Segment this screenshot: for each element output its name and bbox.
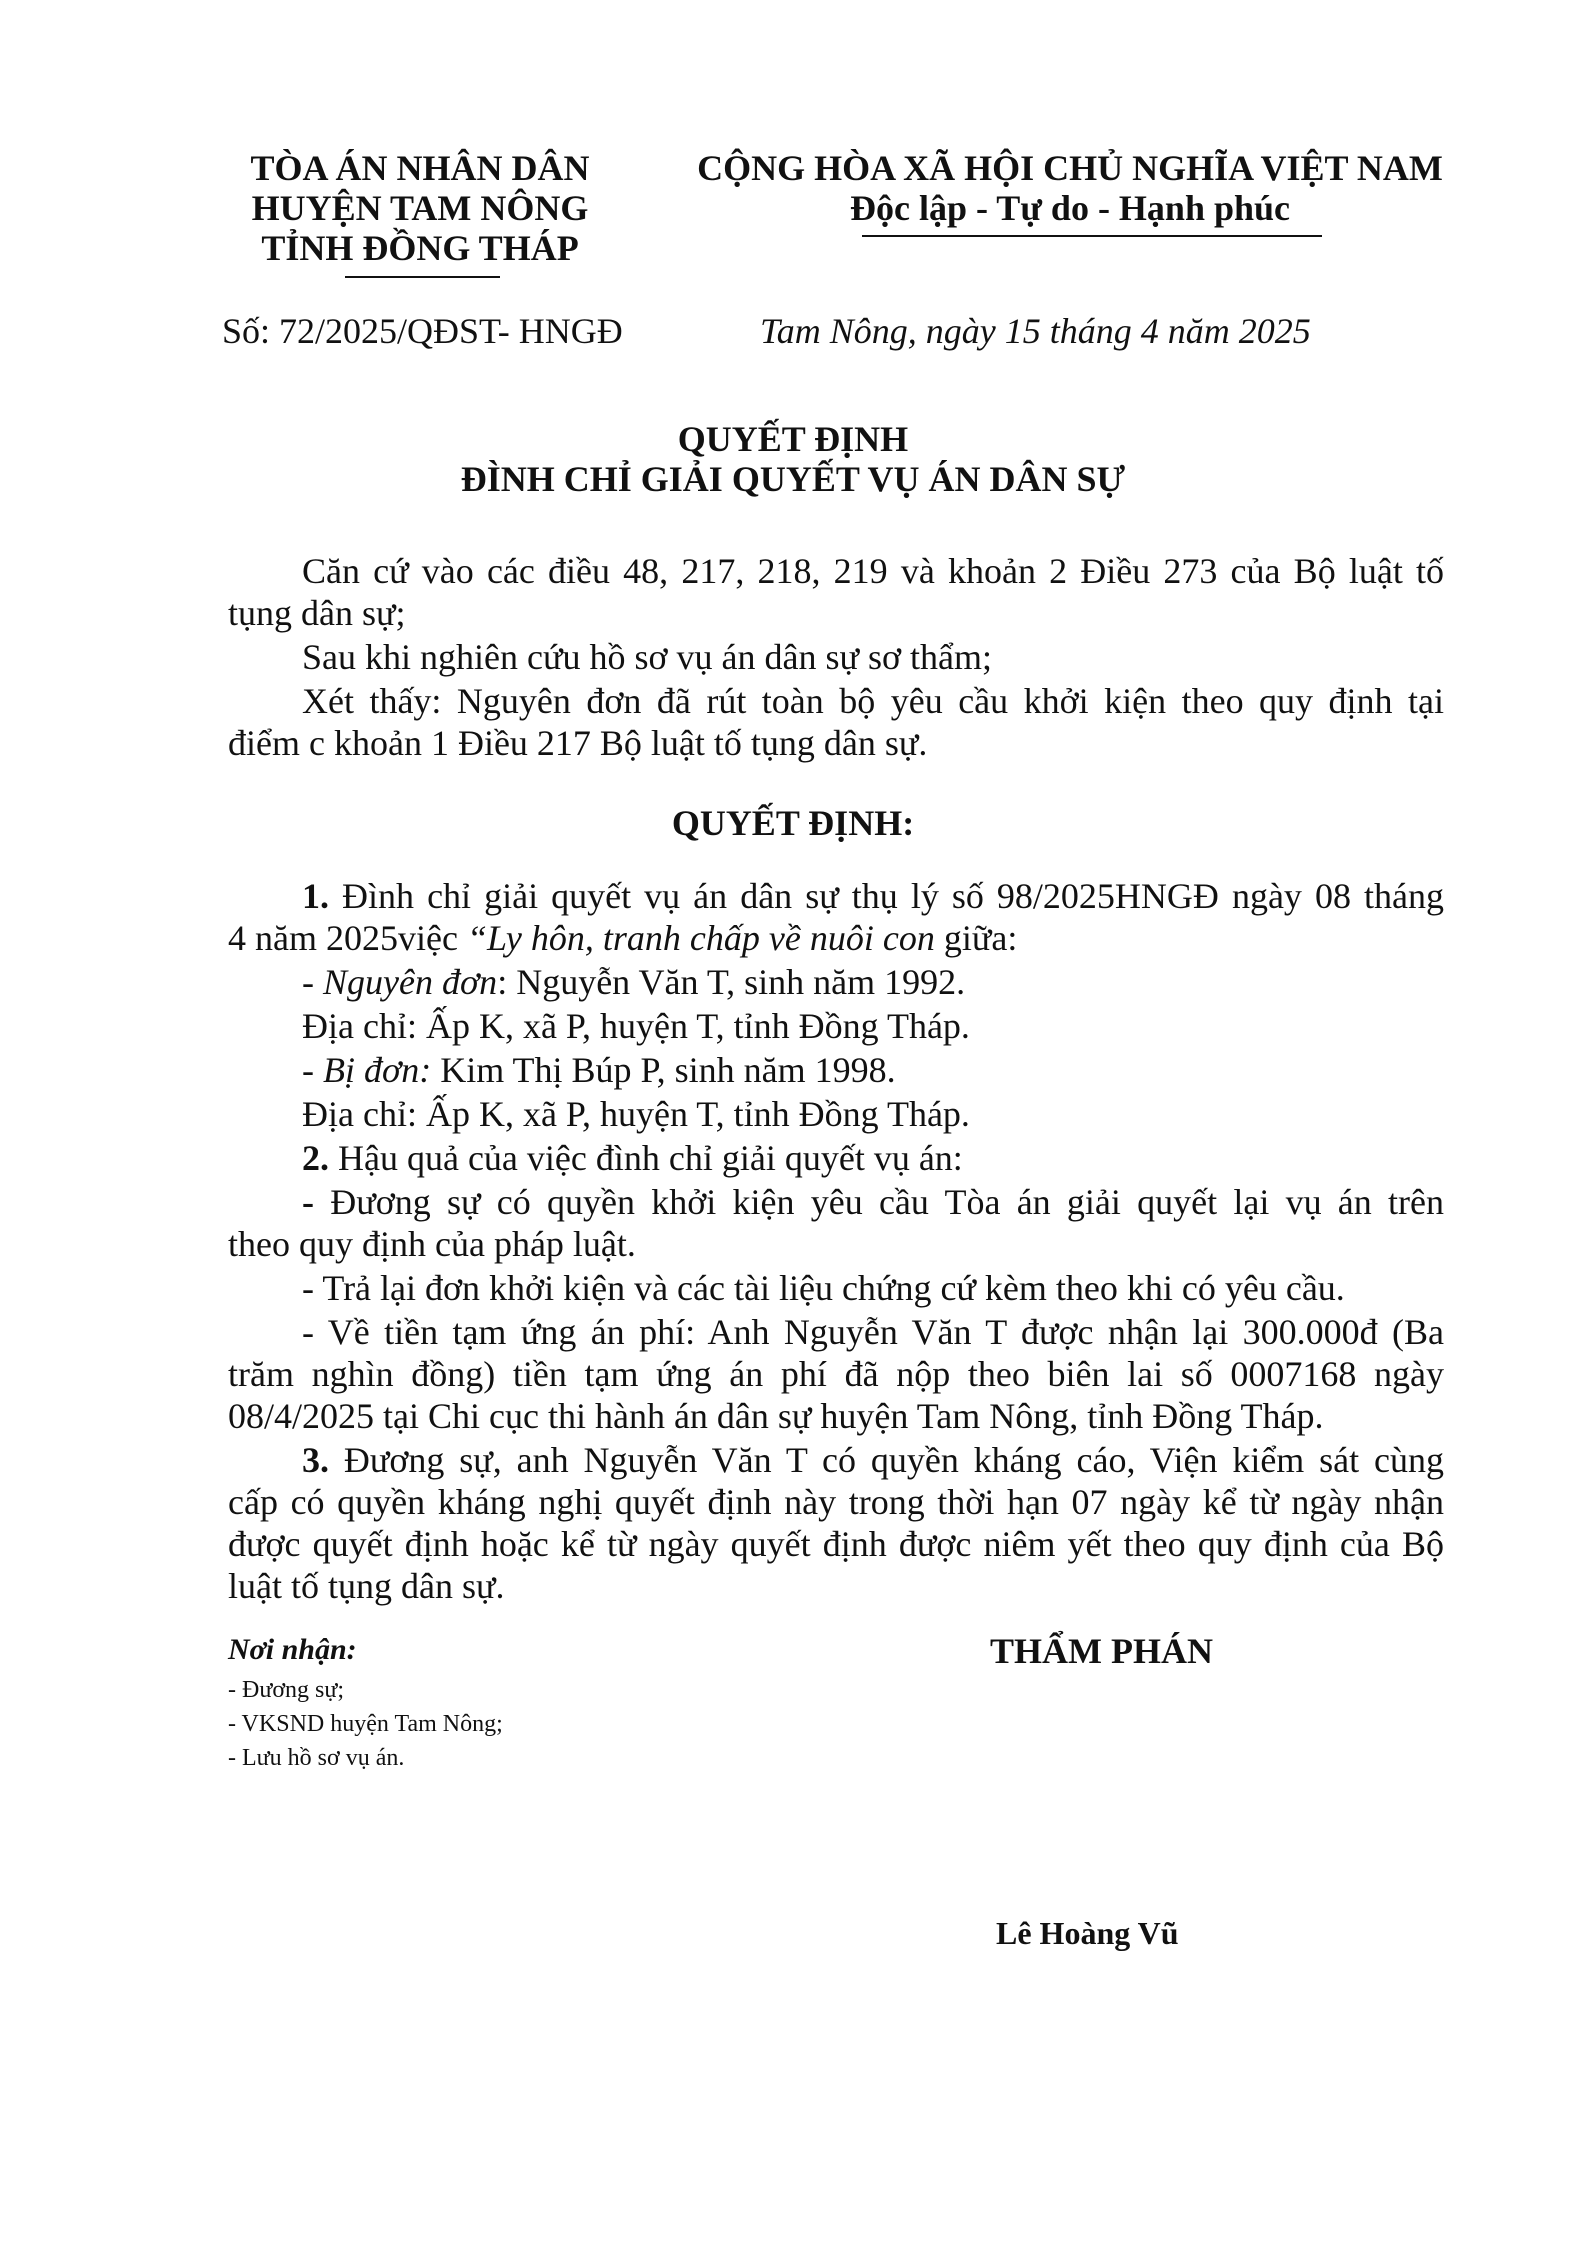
consequence-1-line-1 [302,1181,1444,1223]
plaintiff-line [302,961,965,1003]
consequence-3-line-3: 08/4/2025 tại Chi cục thi hành án dân sự huyện Tam Nông, tỉnh Đồng Tháp. [228,1396,1324,1436]
defendant-dash: - [302,1050,323,1090]
decision-item-1-line-1 [302,875,1444,917]
preamble-basis-line-1: Căn cứ vào các điều 48, 217, 218, 219 và khoản 2 Điều 273 của Bộ luật tố [302,551,1444,591]
motto-underline [862,235,1322,237]
case-type: “Ly hôn, tranh chấp về nuôi con [466,918,935,958]
preamble-basis-line-2: tụng dân sự; [228,593,406,633]
decision-item-3-line-2: cấp có quyền kháng nghị quyết định này trong thời hạn 07 ngày kể từ ngày nhận [228,1482,1444,1522]
item-1-text: Đình chỉ giải quyết vụ án dân sự thụ lý số 98/2025HNGĐ ngày 08 tháng [329,876,1444,916]
place-date: Tam Nông, ngày 15 tháng 4 năm 2025 [760,311,1311,351]
decision-item-3-line-3: được quyết định hoặc kể từ ngày quyết định được niêm yết theo quy định của Bộ [228,1524,1444,1564]
preamble-review: Sau khi nghiên cứu hồ sơ vụ án dân sự sơ thẩm; [302,637,993,677]
plaintiff-address: Địa chỉ: Ấp K, xã P, huyện T, tỉnh Đồng Tháp. [302,1006,970,1046]
document-number: Số: 72/2025/QĐST- HNGĐ [222,311,623,351]
national-header [680,148,1460,228]
court-name-block [205,148,635,268]
consequence-1-line-2: theo quy định của pháp luật. [228,1224,636,1264]
item-1-between: giữa: [934,918,1018,958]
decision-heading: QUYẾT ĐỊNH: [671,803,915,843]
decision-item-1-line-2 [228,917,1017,959]
recipient-item: - Lưu hồ sơ vụ án. [228,1745,405,1771]
signer-name: Lê Hoàng Vũ [996,1915,1179,1951]
plaintiff-info: : Nguyễn Văn T, sinh năm 1992. [497,962,966,1002]
defendant-label: Bị đơn: [323,1050,432,1090]
document-subtitle: ĐÌNH CHỈ GIẢI QUYẾT VỤ ÁN DÂN SỰ [460,459,1126,499]
signer-title: THẨM PHÁN [990,1631,1213,1671]
consequence-3-line-2: trăm nghìn đồng) tiền tạm ứng án phí đã nộp theo biên lai số 0007168 ngày [228,1354,1444,1394]
defendant-line [302,1049,896,1091]
court-line-2: HUYỆN TAM NÔNG [251,188,589,228]
item-2-number: 2. [302,1138,329,1178]
consequence-2: - Trả lại đơn khởi kiện và các tài liệu chứng cứ kèm theo khi có yêu cầu. [302,1268,1345,1308]
recipient-item: - Đương sự; [228,1677,345,1703]
preamble-finding-line-1: Xét thấy: Nguyên đơn đã rút toàn bộ yêu cầu khởi kiện theo quy định tại [302,681,1444,721]
item-3-text: Đương sự, anh Nguyễn Văn T có quyền kháng cáo, Viện kiểm sát cùng [329,1440,1444,1480]
defendant-address: Địa chỉ: Ấp K, xã P, huyện T, tỉnh Đồng Tháp. [302,1094,970,1134]
recipient-item: - VKSND huyện Tam Nông; [228,1711,503,1737]
nation-motto: Độc lập - Tự do - Hạnh phúc [849,188,1291,228]
document-title: QUYẾT ĐỊNH [677,419,909,459]
court-line-1: TÒA ÁN NHÂN DÂN [250,148,590,188]
decision-item-3-line-1 [302,1439,1444,1481]
consequence-1-dash: - [302,1182,314,1222]
defendant-info: Kim Thị Búp P, sinh năm 1998. [431,1050,896,1090]
plaintiff-label: Nguyên đơn [323,962,498,1002]
court-line-3: TỈNH ĐỒNG THÁP [261,228,579,268]
item-2-text: Hậu quả của việc đình chỉ giải quyết vụ án: [329,1138,963,1178]
item-1-date: 4 năm 2025việc [228,918,467,958]
consequence-3-line-1: - Về tiền tạm ứng án phí: Anh Nguyễn Văn T được nhận lại 300.000đ (Ba [302,1312,1444,1352]
preamble-finding-line-2: điểm c khoản 1 Điều 217 Bộ luật tố tụng dân sự. [228,723,928,763]
decision-item-3-line-4: luật tố tụng dân sự. [228,1566,505,1606]
item-1-number: 1. [302,876,329,916]
decision-item-2 [302,1137,963,1179]
recipients-title: Nơi nhận: [228,1633,357,1666]
court-underline [345,276,500,278]
plaintiff-dash: - [302,962,323,1002]
nation-name: CỘNG HÒA XÃ HỘI CHỦ NGHĨA VIỆT NAM [697,148,1443,188]
consequence-1-text: Đương sự có quyền khởi kiện yêu cầu Tòa án giải quyết lại vụ án trên [314,1182,1444,1222]
item-3-number: 3. [302,1440,329,1480]
